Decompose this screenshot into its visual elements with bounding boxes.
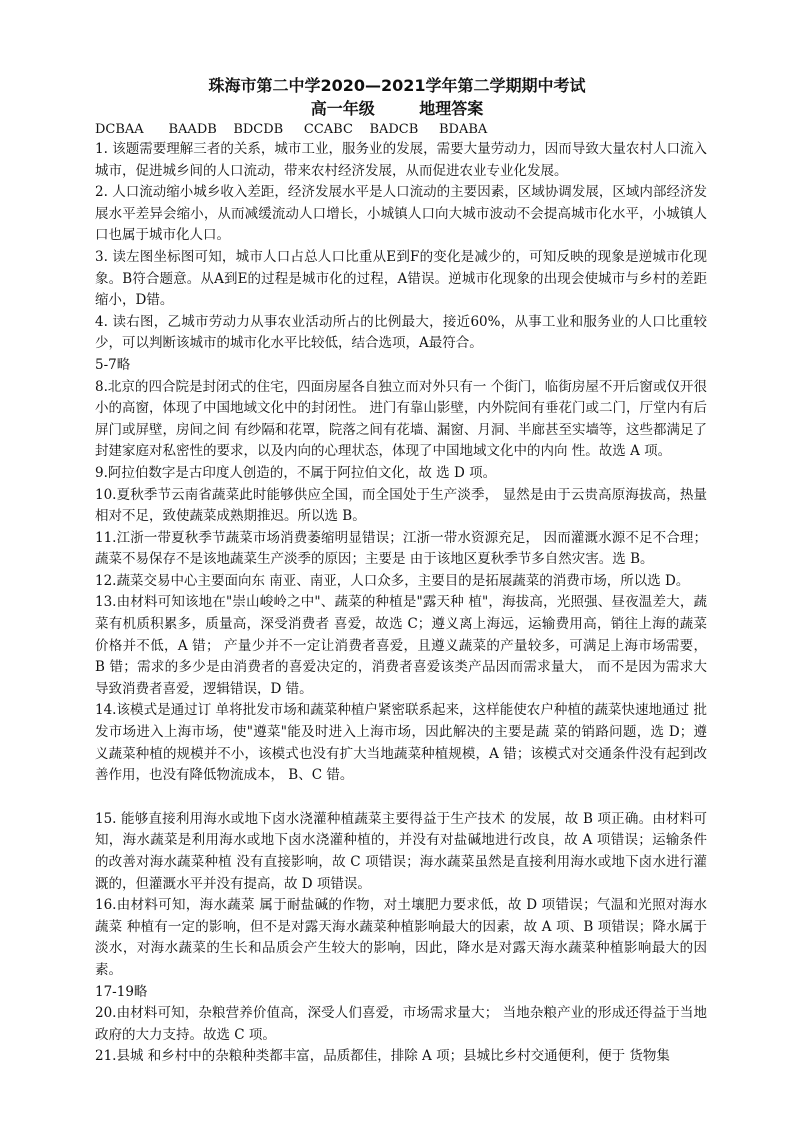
answer-paragraph: 3. 读左图坐标图可知，城市人口占总人口比重从E到F的变化是减少的，可知反映的现象是逆城市化现象。B符合题意。从A到E的过程是城市化的过程，A错误。逆城市化现象的出现会使城市与乡村的差距缩小，D错。 xyxy=(95,248,707,309)
answer-paragraph: 8.北京的四合院是封闭式的住宅，四面房屋各自独立而对外只有一 个街门，临街房屋不开后窗或仅开很小的高窗，体现了中国地域文化中的封闭性。 进门有靠山影壁，内外院间有垂花门或二门，厅堂内有后屏门或屏壁，房间之间 有纱隔和花罩，院落之间有花墙、漏窗、月洞、半廊甚至实墙等，这些都满足了 封建家庭对私密性的要求，以及内向的心理状态，体现了中国地域文化中的内向 性。故选 A 项。 xyxy=(95,378,707,460)
answer-paragraph: 2. 人口流动缩小城乡收入差距，经济发展水平是人口流动的主要因素，区域协调发展，区域内部经济发展水平差异会缩小，从而减缓流动人口增长，小城镇人口向大城市波动不会提高城市化水平，小城镇人口也属于城市化人口。 xyxy=(95,184,707,244)
answer-paragraph: 4. 读右图，乙城市劳动力从事农业活动所占的比例最大，接近60%，从事工业和服务业的人口比重较少，可以判断该城市的城市化水平比较低，结合选项，A最符合。 xyxy=(95,313,707,352)
answer-paragraph: 15. 能够直接利用海水或地下卤水浇灌种植蔬菜主要得益于生产技术 的发展，故 B 项正确。由材料可知，海水蔬菜是利用海水或地下卤水浇灌种植的，并没有对盐碱地进行改良，故 A 项错误；运输条件的改善对海水蔬菜种植 没有直接影响，故 C 项错误；海水蔬菜虽然是直接利用海水或地下卤水进行灌 溉的，但灌溉水平并没有提高，故 D 项错误。 xyxy=(95,810,707,892)
answer-key: DCBAA BAADB BDCDB CCABC BADCB BDABA xyxy=(95,122,488,137)
answer-explanations xyxy=(95,139,707,1068)
answer-paragraph: 11.江浙一带夏秋季节蔬菜市场消费萎缩明显错误；江浙一带水资源充足， 因而灌溉水源不足不合理；蔬菜不易保存不是该地蔬菜生产淡季的原因；主要是 由于该地区夏秋季节多自然灾害。选 B。 xyxy=(95,529,707,568)
page-subtitle: 高一年级 地理答案 xyxy=(310,99,484,118)
answer-paragraph: 9.阿拉伯数字是古印度人创造的，不属于阿拉伯文化，故 选 D 项。 xyxy=(95,464,497,481)
answer-paragraph: 13.由材料可知该地在"崇山峻岭之中"、蔬菜的种植是"露天种 植"，海拔高，光照强、昼夜温差大，蔬菜有机质积累多，质量高，深受消费者 喜爱，故选 C；遵义离上海远，运输费用高，销往上海的蔬菜价格并不低，A 错； 产量少并不一定让消费者喜爱，且遵义蔬菜的产量较多，可满足上海市场需要， B 错；需求的多少是由消费者的喜爱决定的，消费者喜爱该类产品因而需求量大， 而不是因为需求大导致消费者喜爱，逻辑错误，D 错。 xyxy=(95,594,707,697)
answer-paragraph: 1. 该题需要理解三者的关系，城市工业，服务业的发展，需要大量劳动力，因而导致大量农村人口流入城市，促进城乡间的人口流动，带来农村经济发展，从而促进农业专业化发展。 xyxy=(95,141,707,179)
paragraph-spacer xyxy=(95,787,707,809)
answer-paragraph: 21.县城 和乡村中的杂粮种类都丰富，品质都佳，排除 A 项；县城比乡村交通便利，便于 货物集 xyxy=(95,1048,670,1065)
answer-paragraph: 5-7略 xyxy=(95,356,131,373)
answer-paragraph: 17-19略 xyxy=(95,983,148,1000)
answer-paragraph: 12.蔬菜交易中心主要面向东 南亚、南亚，人口众多，主要目的是拓展蔬菜的消费市场，所以选 D。 xyxy=(95,572,690,589)
answer-paragraph: 14.该模式是通过订 单将批发市场和蔬菜种植户紧密联系起来，这样能使农户种植的蔬菜快速地通过 批发市场进入上海市场，使"遵菜"能及时进入上海市场，因此解决的主要是蔬 菜的销路问题，选 D；遵义蔬菜种植的规模并不小，该模式也没有扩大当地蔬菜种植规模，A 错；该模式对交通条件没有起到改善作用，也没有降低物流成本， B、C 错。 xyxy=(95,702,707,784)
page-title: 珠海市第二中学2020—2021学年第二学期期中考试 xyxy=(208,76,586,95)
answer-paragraph: 20.由材料可知，杂粮营养价值高，深受人们喜爱，市场需求量大； 当地杂粮产业的形成还得益于当地政府的大力支持。故选 C 项。 xyxy=(95,1005,707,1043)
answer-paragraph: 10.夏秋季节云南省蔬菜此时能够供应全国，而全国处于生产淡季， 显然是由于云贵高原海拔高，热量相对不足，致使蔬菜成熟期推迟。所以选 B。 xyxy=(95,486,707,525)
answer-paragraph: 16.由材料可知，海水蔬菜 属于耐盐碱的作物，对土壤肥力要求低，故 D 项错误；气温和光照对海水蔬菜 种植有一定的影响，但不是对露天海水蔬菜种植影响最大的因素，故 A 项、B 项错误；降水属于淡水，对海水蔬菜的生长和品质会产生较大的影响，因此，降水是对露天海水蔬菜种植影响最大的因素。 xyxy=(95,897,707,978)
